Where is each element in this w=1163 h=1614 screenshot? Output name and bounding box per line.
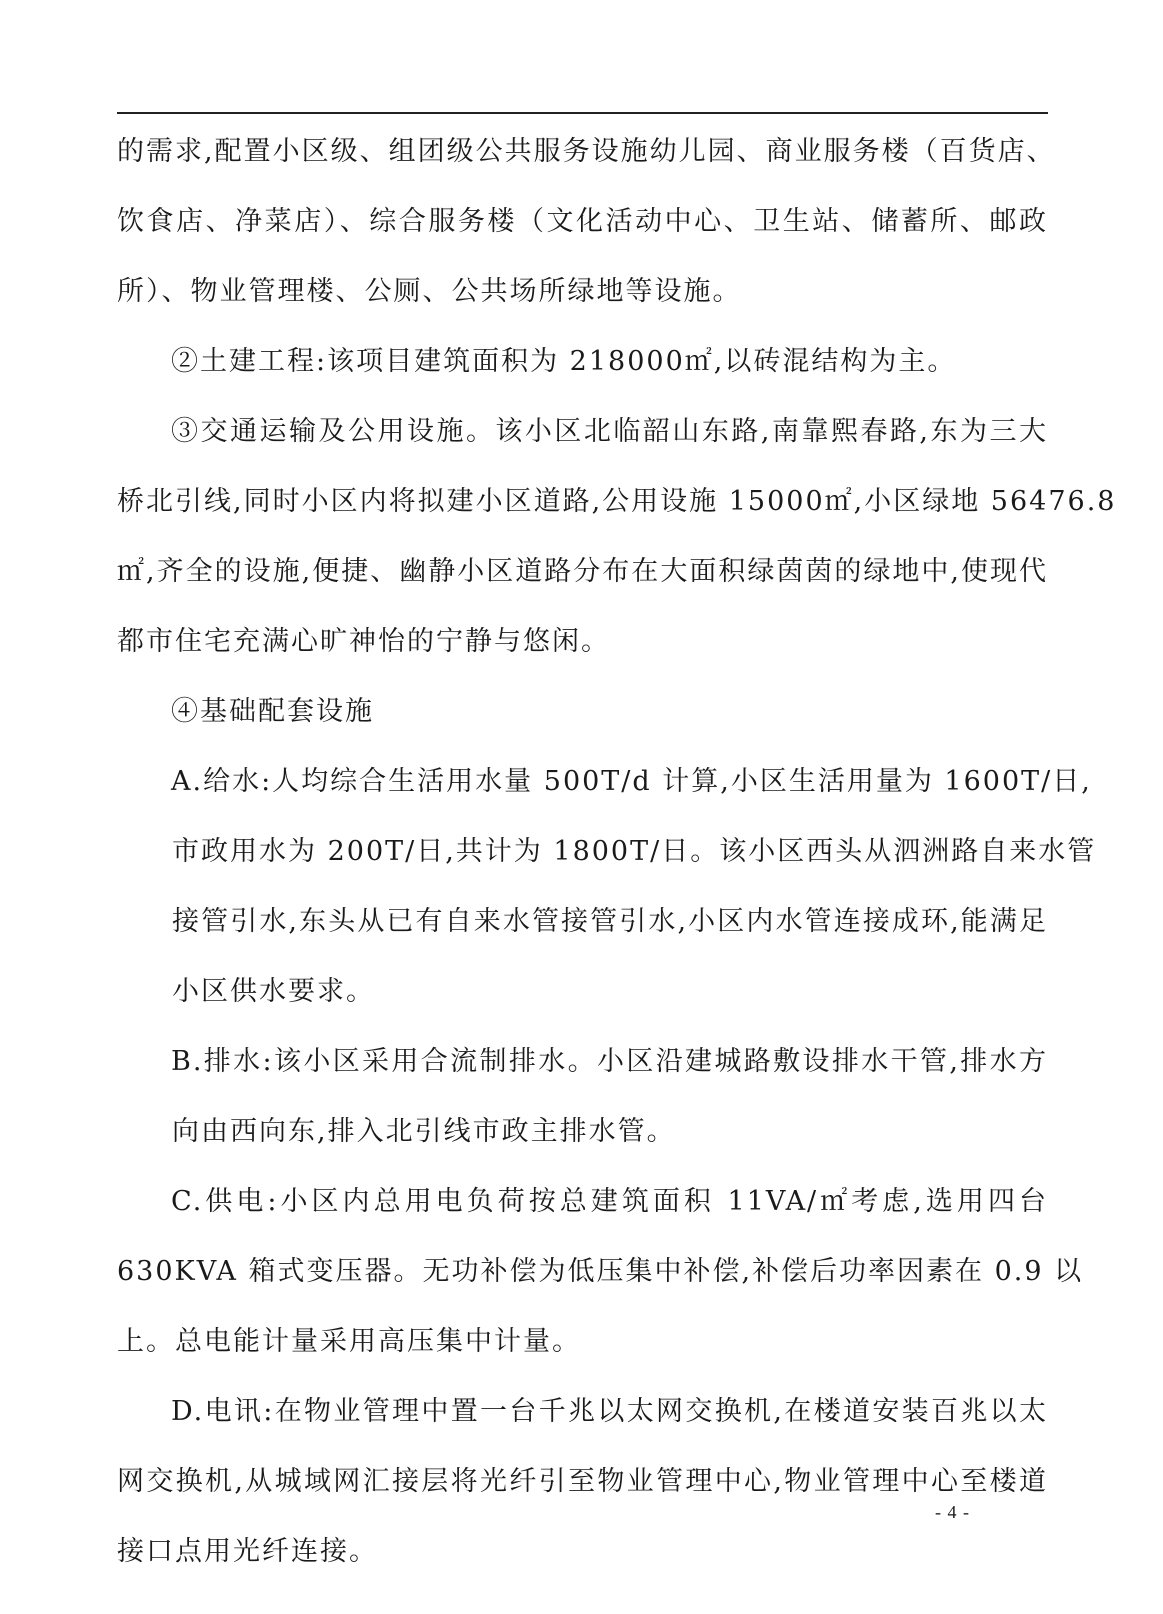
text-line: 接口点用光纤连接。 [117,1536,378,1567]
text-line: 小区供水要求。 [172,976,375,1007]
text-line: 市政用水为 200T/日,共计为 1800T/日。该小区西头从泗洲路自来水管 [172,836,1097,867]
header-rule [117,112,1048,114]
text-line: 630KVA 箱式变压器。无功补偿为低压集中补偿,补偿后功率因素在 0.9 以 [117,1256,1084,1287]
text-line: 饮食店、净菜店）、综合服务楼（文化活动中心、卫生站、储蓄所、邮政 [117,206,1048,237]
text-line: 所）、物业管理楼、公厕、公共场所绿地等设施。 [117,276,742,307]
text-line: 接管引水,东头从已有自来水管接管引水,小区内水管连接成环,能满足 [172,906,1048,937]
text-line: 向由西向东,排入北引线市政主排水管。 [172,1116,676,1147]
text-line: 桥北引线,同时小区内将拟建小区道路,公用设施 15000㎡,小区绿地 56476.8 [117,486,1117,517]
text-line: C.供电:小区内总用电负荷按总建筑面积 11VA/㎡考虑,选用四台 [171,1186,1048,1217]
text-line: ㎡,齐全的设施,便捷、幽静小区道路分布在大面积绿茵茵的绿地中,使现代 [117,556,1048,587]
text-line: D.电讯:在物业管理中置一台千兆以太网交换机,在楼道安装百兆以太 [171,1396,1048,1427]
text-line: 都市住宅充满心旷神怡的宁静与悠闲。 [117,626,610,657]
text-line: 上。总电能计量采用高压集中计量。 [117,1326,581,1357]
text-line: B.排水:该小区采用合流制排水。小区沿建城路敷设排水干管,排水方 [171,1046,1048,1077]
text-line: 网交换机,从城域网汇接层将光纤引至物业管理中心,物业管理中心至楼道 [117,1466,1048,1497]
text-line: 的需求,配置小区级、组团级公共服务设施幼儿园、商业服务楼（百货店、 [117,136,1056,167]
text-line: A.给水:人均综合生活用水量 500T/d 计算,小区生活用量为 1600T/日, [171,766,1092,797]
text-line: ④基础配套设施 [171,696,374,727]
text-line: ②土建工程:该项目建筑面积为 218000㎡,以砖混结构为主。 [171,346,957,377]
document-body [117,126,1117,1596]
page-number: - 4 - [935,1502,970,1522]
text-line: ③交通运输及公用设施。该小区北临韶山东路,南靠熙春路,东为三大 [171,416,1048,447]
